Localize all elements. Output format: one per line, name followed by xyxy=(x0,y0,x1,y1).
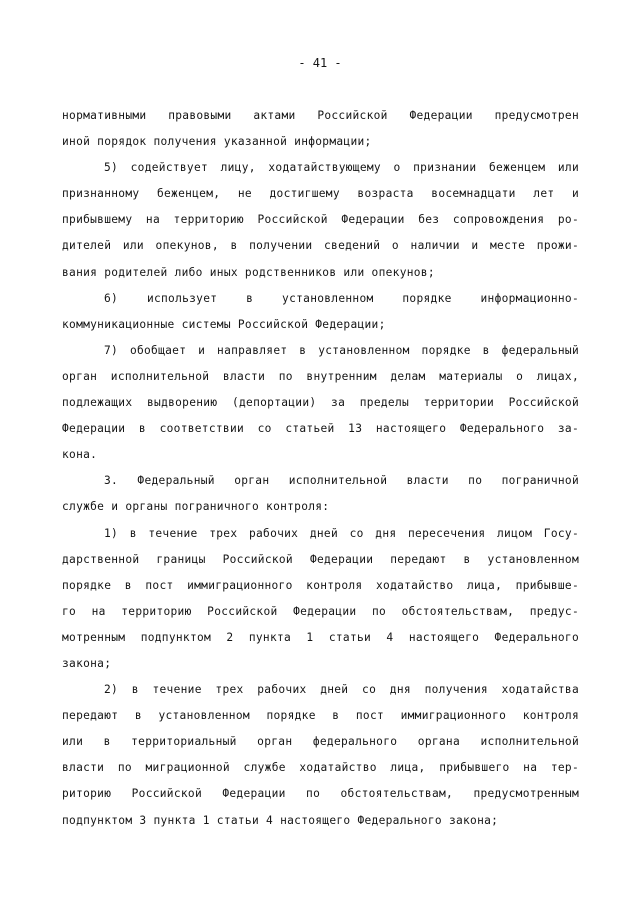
text-line: 6) использует в установленном порядке информационно- xyxy=(104,291,579,305)
text-line: или в территориальный орган федерального органа исполнительной xyxy=(62,735,579,749)
text-line: 7) обобщает и направляет в установленном порядке в федеральный xyxy=(104,343,579,357)
text-line: 2) в течение трех рабочих дней со дня получения ходатайства xyxy=(104,683,579,697)
text-line: подпунктом 3 пункта 1 статьи 4 настоящего Федерального закона; xyxy=(62,813,499,827)
text-line: власти по миграционной службе ходатайство лица, прибывшего на тер- xyxy=(62,761,579,775)
text-line: нормативными правовыми актами Российской Федерации предусмотрен xyxy=(62,109,579,122)
text-line: 3. Федеральный орган исполнительной власти по пограничной xyxy=(104,474,579,488)
text-line: Федерации в соответствии со статьей 13 настоящего Федерального за- xyxy=(62,422,579,436)
text-line: порядке в пост иммиграционного контроля ходатайство лица, прибывше- xyxy=(62,578,579,592)
text-line: риторию Российской Федерации по обстоятельствам, предусмотренным xyxy=(62,787,579,801)
page-number: - 41 - xyxy=(298,56,342,70)
text-line: дителей или опекунов, в получении сведений о наличии и месте прожи- xyxy=(62,239,579,253)
text-line: признанному беженцем, не достигшему возраста восемнадцати лет и xyxy=(62,187,579,201)
text-line: мотренным подпунктом 2 пункта 1 статьи 4 настоящего Федерального xyxy=(62,630,579,644)
text-line: службе и органы пограничного контроля: xyxy=(62,500,330,514)
document-body xyxy=(62,103,579,834)
text-line: передают в установленном порядке в пост иммиграционного контроля xyxy=(62,709,579,723)
text-line: дарственной границы Российской Федерации передают в установленном xyxy=(62,552,579,566)
text-line: прибывшему на территорию Российской Федерации без сопровождения ро- xyxy=(62,213,579,227)
text-line: 5) содействует лицу, ходатайствующему о признании беженцем или xyxy=(104,161,579,175)
text-line: 1) в течение трех рабочих дней со дня пересечения лицом Госу- xyxy=(104,526,579,540)
text-line: иной порядок получения указанной информации; xyxy=(62,135,372,149)
text-line: орган исполнительной власти по внутренним делам материалы о лицах, xyxy=(62,369,579,383)
text-line: кона. xyxy=(62,448,98,462)
text-line: вания родителей либо иных родственников или опекунов; xyxy=(62,265,435,279)
text-line: го на территорию Российской Федерации по обстоятельствам, предус- xyxy=(62,604,579,618)
text-line: закона; xyxy=(62,656,112,670)
text-line: подлежащих выдворению (депортации) за пределы территории Российской xyxy=(62,396,579,410)
text-line: коммуникационные системы Российской Федерации; xyxy=(62,317,386,331)
